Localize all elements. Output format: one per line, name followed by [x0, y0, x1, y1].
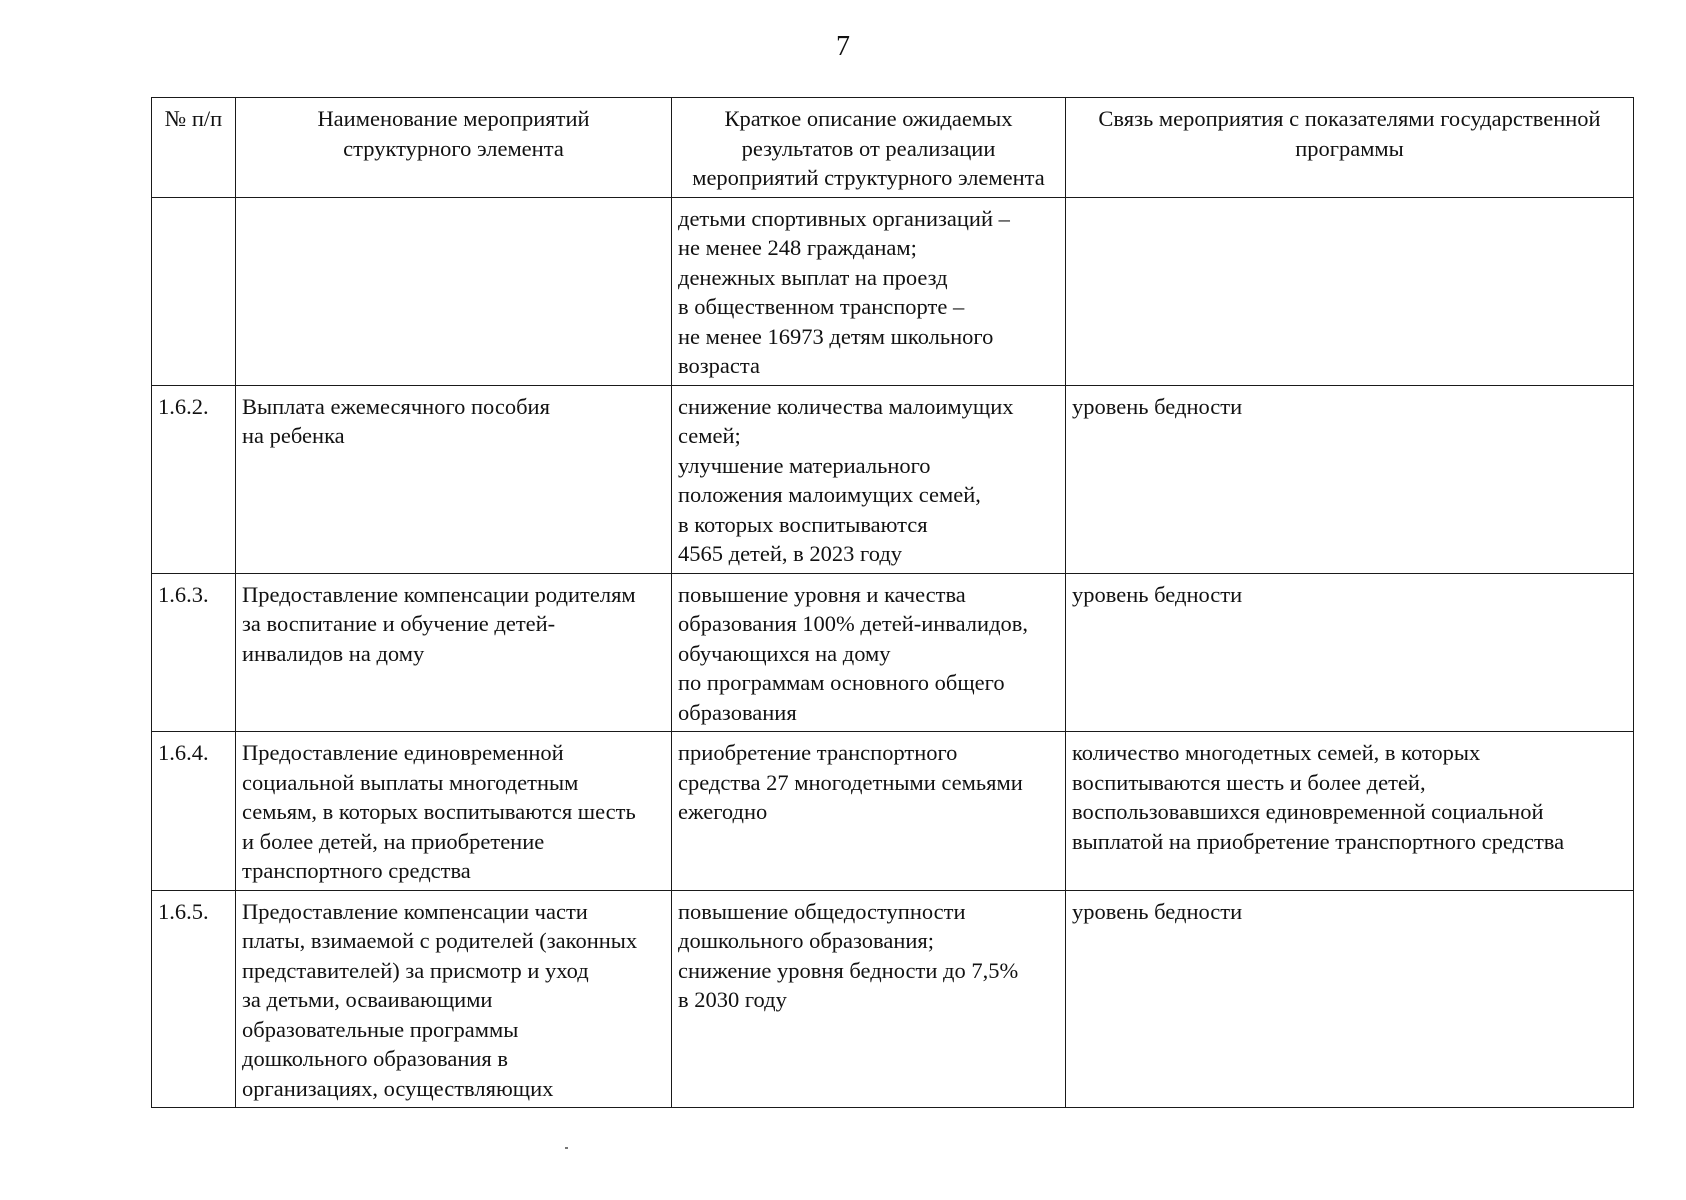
table-row — [152, 890, 1634, 1108]
cell-indicator-link: уровень бедности — [1066, 573, 1634, 732]
scan-speck — [565, 1147, 568, 1149]
header-expected-results: Краткое описание ожидаемых результатов от реализации мероприятий структурного элемента — [672, 98, 1066, 198]
cell-measure-name: Предоставление единовременной социальной выплаты многодетным семьям, в которых воспитываются шесть и более детей, на приобретение транспортного средства — [236, 732, 672, 891]
measures-table — [151, 97, 1634, 1108]
cell-indicator-link: уровень бедности — [1066, 385, 1634, 573]
header-number: № п/п — [152, 98, 236, 198]
cell-indicator-link: количество многодетных семей, в которых воспитываются шесть и более детей, воспользовавшихся единовременной социальной выплатой на приобретение транспортного средства — [1066, 732, 1634, 891]
page-number: 7 — [836, 31, 850, 62]
cell-expected-results: повышение уровня и качества образования 100% детей-инвалидов, обучающихся на дому по программам основного общего образования — [672, 573, 1066, 732]
table-row — [152, 573, 1634, 732]
table-row — [152, 385, 1634, 573]
cell-expected-results: приобретение транспортного средства 27 многодетными семьями ежегодно — [672, 732, 1066, 891]
cell-number — [152, 197, 236, 385]
cell-indicator-link: уровень бедности — [1066, 890, 1634, 1108]
table-row — [152, 732, 1634, 891]
cell-measure-name: Выплата ежемесячного пособия на ребенка — [236, 385, 672, 573]
cell-measure-name: Предоставление компенсации родителям за воспитание и обучение детей- инвалидов на дому — [236, 573, 672, 732]
cell-number: 1.6.3. — [152, 573, 236, 732]
cell-expected-results: снижение количества малоимущих семей; улучшение материального положения малоимущих семей, в которых воспитываются 4565 детей, в 2023 году — [672, 385, 1066, 573]
cell-number: 1.6.2. — [152, 385, 236, 573]
cell-number: 1.6.5. — [152, 890, 236, 1108]
cell-measure-name — [236, 197, 672, 385]
cell-indicator-link — [1066, 197, 1634, 385]
table-header-row — [152, 98, 1634, 198]
table-row — [152, 197, 1634, 385]
cell-number: 1.6.4. — [152, 732, 236, 891]
cell-measure-name: Предоставление компенсации части платы, взимаемой с родителей (законных представителей) за присмотр и уход за детьми, осваивающими образовательные программы дошкольного образования в организациях, осуществляющих — [236, 890, 672, 1108]
cell-expected-results: детьми спортивных организаций – не менее 248 гражданам; денежных выплат на проезд в общественном транспорте – не менее 16973 детям школьного возраста — [672, 197, 1066, 385]
header-measure-name: Наименование мероприятий структурного элемента — [236, 98, 672, 198]
header-indicator-link: Связь мероприятия с показателями государственной программы — [1066, 98, 1634, 198]
cell-expected-results: повышение общедоступности дошкольного образования; снижение уровня бедности до 7,5% в 2030 году — [672, 890, 1066, 1108]
